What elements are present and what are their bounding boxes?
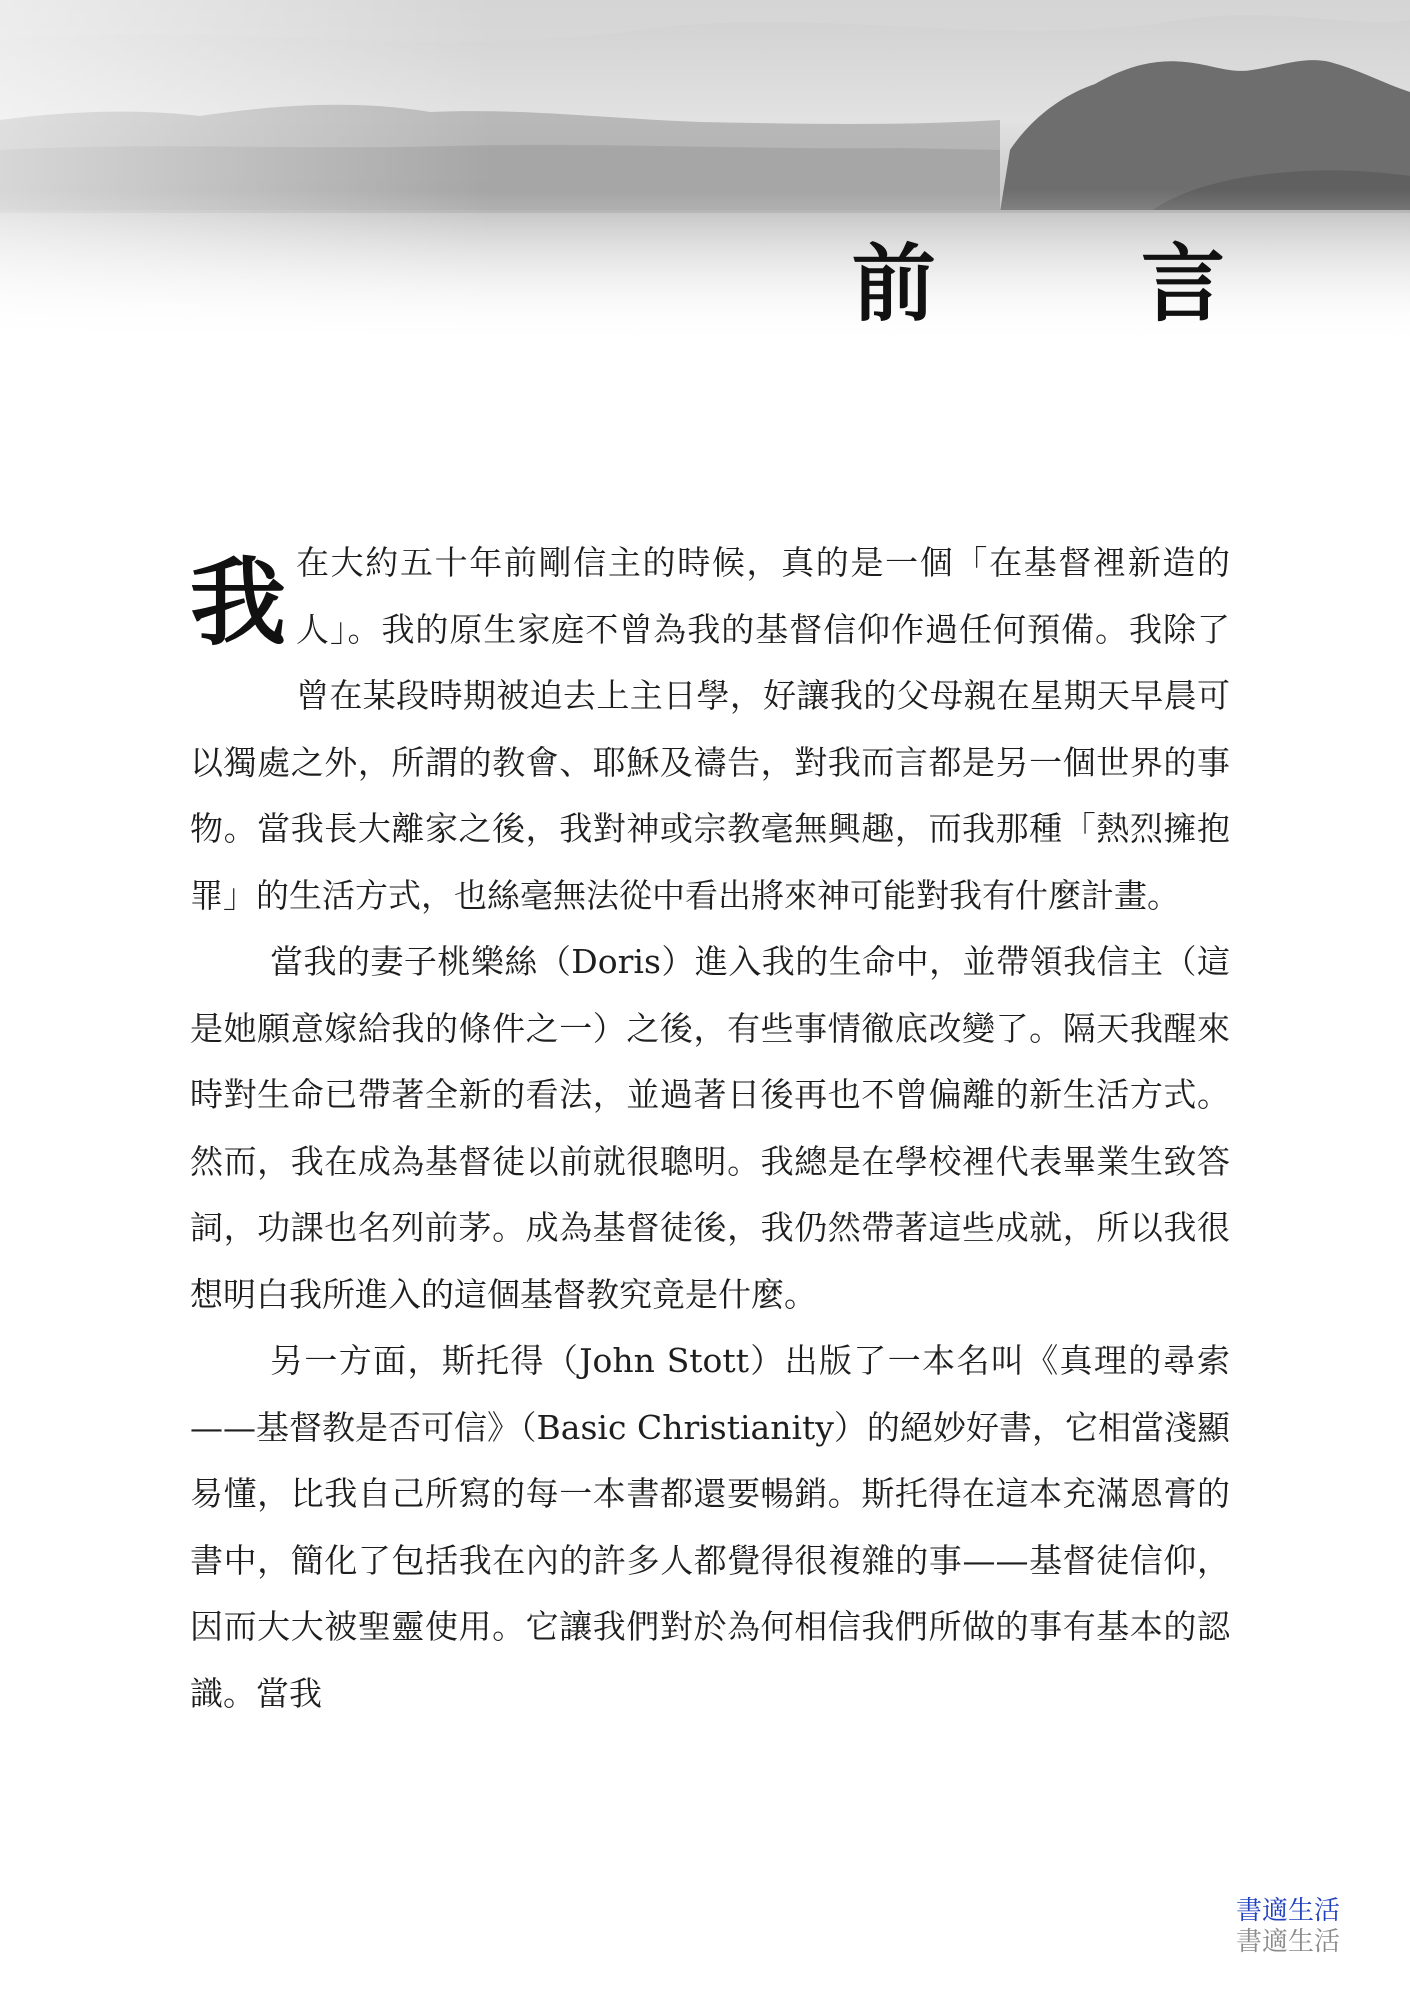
publisher-watermark (1200, 1896, 1340, 1958)
watermark-line-blue: 書適生活 (1235, 1896, 1340, 1926)
paragraph-1-text: 在大約五十年前剛信主的時候，真的是一個「在基督裡新造的人」。我的原生家庭不曾為我的基督信仰作過任何預備。我除了曾在某段時期被迫去上主日學，好讓我的父母親在星期天早晨可以獨處之外，所謂的教會、耶穌及禱告，對我而言都是另一個世界的事物。當我長大離家之後，我對神或宗教毫無興趣，而我那種「熱烈擁抱罪」的生活方式，也絲毫無法從中看出將來神可能對我有什麼計畫。 (190, 543, 1230, 915)
body-text (190, 530, 1230, 1727)
page-title: 前 言 (851, 234, 1313, 333)
paragraph-3: 另一方面，斯托得（John Stott）出版了一本名叫《真理的尋索——基督教是否可信》（Basic Christianity）的絕妙好書，它相當淺顯易懂，比我自己所寫的每一本書都還要暢銷。斯托得在這本充滿恩膏的書中，簡化了包括我在內的許多人都覺得很複雜的事——基督徒信仰，因而大大被聖靈使用。它讓我們對於為何相信我們所做的事有基本的認識。當我 (190, 1341, 1230, 1713)
drop-cap: 我 (190, 546, 286, 659)
paragraph-1 (190, 530, 1230, 929)
watermark-line-gray: 書適生活 (1235, 1927, 1340, 1957)
paragraph-2: 當我的妻子桃樂絲（Doris）進入我的生命中，並帶領我信主（這是她願意嫁給我的條件之一）之後，有些事情徹底改變了。隔天我醒來時對生命已帶著全新的看法，並過著日後再也不曾偏離的新生活方式。然而，我在成為基督徒以前就很聰明。我總是在學校裡代表畢業生致答詞，功課也名列前茅。成為基督徒後，我仍然帶著這些成就，所以我很想明白我所進入的這個基督教究竟是什麼。 (190, 942, 1230, 1314)
